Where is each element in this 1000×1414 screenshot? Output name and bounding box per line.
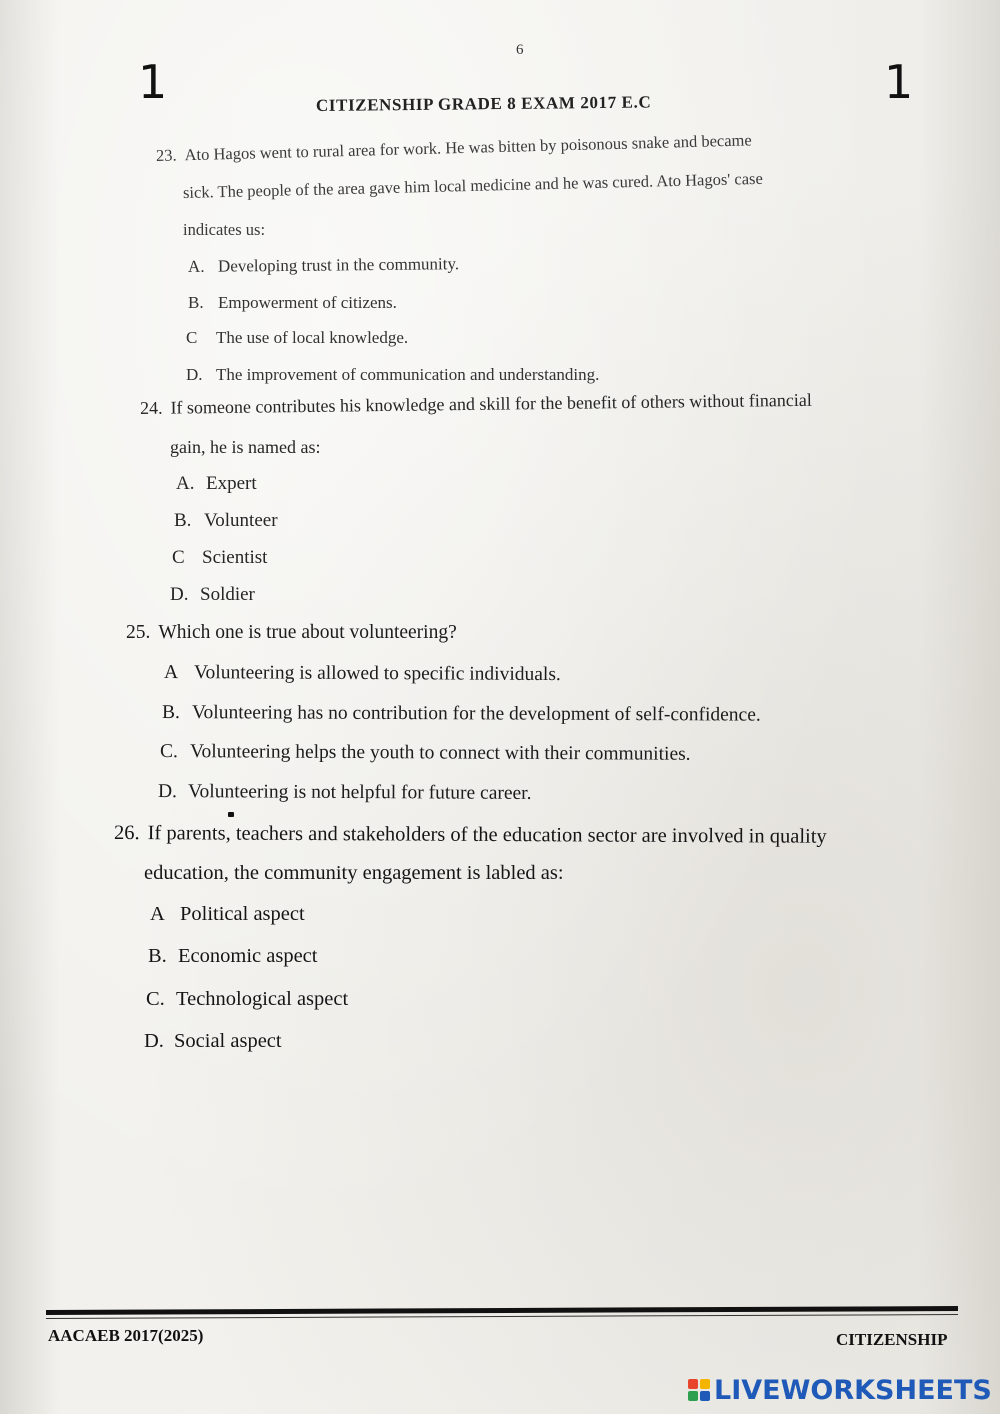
question-25-number: 25. (126, 622, 151, 643)
footer-divider-thin (46, 1314, 958, 1319)
question-24-option-d[interactable]: D. Soldier (170, 584, 255, 605)
footer-subject: CITIZENSHIP (836, 1330, 948, 1349)
question-24-line-1: 24. If someone contributes his knowledge and skill for the benefit of others without financial (139, 389, 812, 418)
question-23-option-d[interactable]: D. The improvement of communication and understanding. (186, 365, 600, 384)
question-26-option-d[interactable]: D. Social aspect (144, 1030, 282, 1052)
question-26-option-a[interactable]: A Political aspect (150, 903, 305, 925)
corner-number-left: 1 (138, 55, 168, 109)
question-25-line-1: 25. Which one is true about volunteering? (126, 622, 457, 643)
corner-number-right: 1 (884, 55, 914, 109)
exam-title: CITIZENSHIP GRADE 8 EXAM 2017 E.C (315, 92, 652, 115)
question-24-option-c[interactable]: C Scientist (172, 547, 268, 568)
question-25-option-a[interactable]: A Volunteering is allowed to specific individuals. (163, 662, 561, 686)
question-24-number: 24. (139, 397, 163, 418)
liveworksheets-text: LIVEWORKSHEETS (714, 1374, 992, 1406)
question-25-option-b[interactable]: B. Volunteering has no contribution for the development of self-confidence. (161, 702, 761, 726)
question-24-option-a[interactable]: A. Expert (176, 473, 257, 494)
question-23-line-1: 23. Ato Hagos went to rural area for work. He was bitten by poisonous snake and became (155, 130, 752, 165)
question-26-line-2: education, the community engagement is labled as: (144, 862, 564, 884)
question-24-option-b[interactable]: B. Volunteer (174, 510, 278, 531)
liveworksheets-logo (688, 1374, 992, 1406)
question-23-number: 23. (155, 145, 177, 165)
question-26-option-c[interactable]: C. Technological aspect (146, 988, 349, 1010)
question-26-line-1: 26. If parents, teachers and stakeholders of the education sector are involved in quality (113, 822, 827, 848)
footer-exam-code: AACAEB 2017(2025) (48, 1326, 204, 1345)
ink-mark (228, 812, 234, 817)
question-26-number: 26. (113, 822, 140, 845)
question-23-option-b[interactable]: B. Empowerment of citizens. (188, 293, 397, 312)
question-26-option-b[interactable]: B. Economic aspect (148, 945, 318, 967)
question-23-option-a[interactable]: A. Developing trust in the community. (187, 254, 460, 276)
question-23-line-2: sick. The people of the area gave him local medicine and he was cured. Ato Hagos' case (182, 168, 763, 202)
page-number: 6 (516, 42, 524, 58)
question-23-option-c[interactable]: C The use of local knowledge. (186, 328, 409, 347)
question-24-line-2: gain, he is named as: (170, 437, 321, 457)
question-25-option-c[interactable]: C. Volunteering helps the youth to connect with their communities. (159, 741, 691, 765)
question-25-option-d[interactable]: D. Volunteering is not helpful for future career. (157, 781, 532, 804)
liveworksheets-grid-icon (688, 1379, 710, 1401)
question-23-line-3: indicates us: (183, 220, 266, 239)
